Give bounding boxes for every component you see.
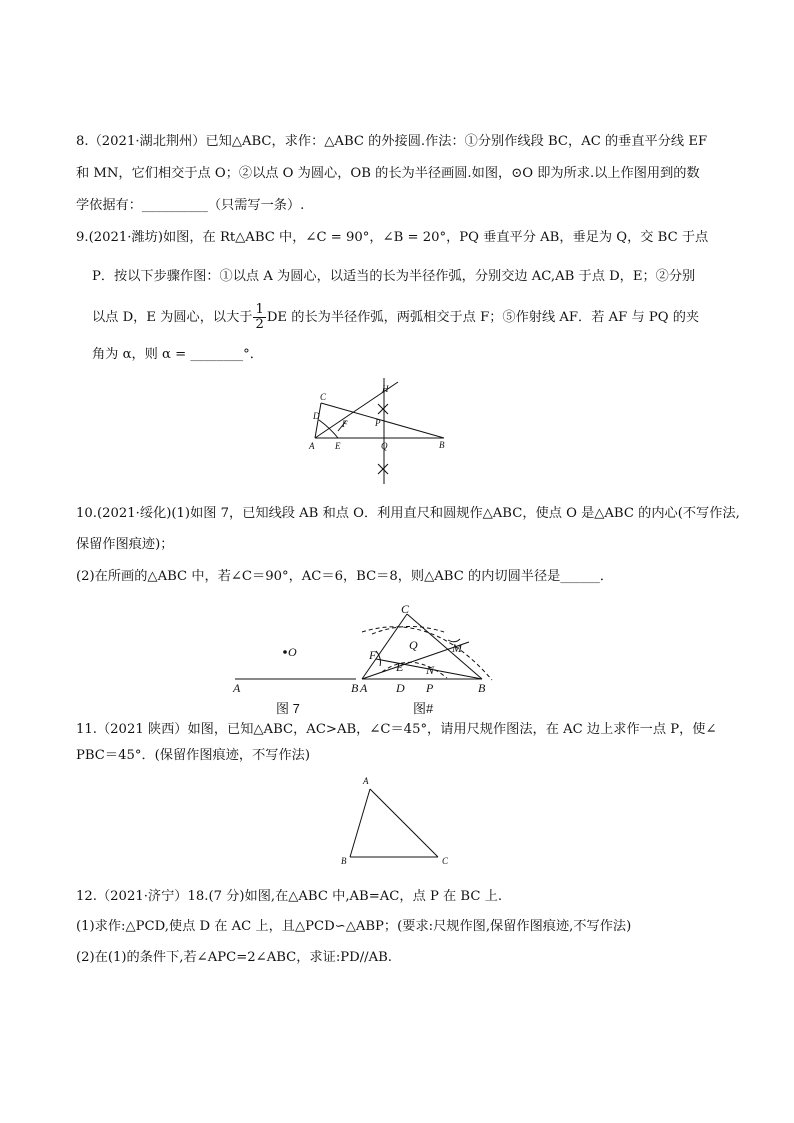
label-p: P [426, 681, 434, 695]
q9-line-3b: DE 的长为半径作弧，两弧相交于点 F；⑤作射线 AF．若 AF 与 PQ 的夹 [266, 310, 700, 325]
figure-hash-caption: 图# [413, 701, 434, 716]
label-b: B [439, 440, 445, 450]
label-a: A [363, 776, 369, 786]
segment-ac [370, 789, 438, 857]
figure-7 [228, 640, 368, 700]
q8-line-1: 8.（2021·湖北荆州）已知△ABC，求作：△ABC 的外接圆.作法：①分别作线段 BC，AC 的垂直平分线 EF [76, 134, 708, 149]
label-a: A [309, 441, 315, 451]
q11-line-1: 11.（2021 陕西）如图，已知△ABC，AC>AB，∠C＝45°，请用尺规作图法，在 AC 边上求作一点 P，使∠ [76, 722, 717, 737]
q10-line-1: 10.(2021·绥化)(1)如图 7，已知线段 AB 和点 O．利用直尺和圆规作△ABC，使点 O 是△ABC 的内心(不写作法, [76, 506, 740, 521]
q9-line-2: P．按以下步骤作图：①以点 A 为圆心，以适当的长为半径作弧，分别交边 AC,AB 于点 D，E；②分别 [92, 269, 696, 284]
label-d: D [313, 411, 320, 421]
point-o [283, 650, 287, 654]
q8-line-2: 和 MN，它们相交于点 O；②以点 O 为圆心，OB 的长为半径画圆.如图，⊙O 即为所求.以上作图用到的数 [76, 166, 700, 181]
figure-hash [352, 600, 502, 700]
label-e: E [335, 441, 341, 451]
label-b: B [341, 856, 347, 866]
label-n: N [426, 663, 435, 677]
label-o: O [288, 645, 297, 659]
label-a: A [233, 681, 241, 695]
segment-cb [407, 614, 482, 679]
label-c: C [401, 602, 410, 616]
label-e: E [396, 660, 404, 674]
q12-line-3: (2)在(1)的条件下,若∠APC=2∠ABC，求证:PD//AB. [76, 950, 392, 965]
q9-figure [308, 376, 458, 486]
q11-line-2: PBC＝45°．(保留作图痕迹，不写作法) [76, 748, 310, 763]
q9-line-3 [92, 300, 699, 336]
label-b: B [351, 681, 359, 695]
fraction-one-half: $\frac{1}{2}$ [255, 302, 264, 332]
label-d: D [396, 681, 405, 695]
label-p: P [375, 418, 381, 428]
label-b: B [478, 681, 486, 695]
label-a: A [360, 681, 368, 695]
segment-ab [350, 789, 370, 857]
q10-line-3: (2)在所画的△ABC 中，若∠C＝90°，AC＝6，BC＝8，则△ABC 的内切圆半径是______． [76, 569, 614, 584]
figure-7-caption: 图 7 [276, 701, 300, 716]
q12-line-1: 12.（2021·济宁）18.(7 分)如图,在△ABC 中,AB=AC，点 P 在 BC 上. [76, 889, 503, 904]
q9-line-3a: 以点 D，E 为圆心，以大于 [92, 310, 253, 325]
q8-line-3: 学依据有：__________（只需写一条）. [76, 198, 305, 213]
label-f: F [342, 419, 348, 429]
q9-line-4: 角为 α，则 α = ________°． [92, 347, 263, 362]
q12-line-2: (1)求作:△PCD,使点 D 在 AC 上，且△PCD∽△ABP；(要求:尺规作图,保留作图痕迹,不写作法) [76, 919, 632, 934]
label-q: Q [381, 441, 388, 451]
label-f: F [369, 648, 377, 662]
label-top: H [382, 384, 389, 394]
q9-line-1: 9.(2021·潍坊)如图，在 Rt△ABC 中，∠C = 90°，∠B = 20°，PQ 垂直平分 AB，垂足为 Q，交 BC 于点 [76, 230, 709, 245]
q11-figure [338, 774, 458, 866]
label-q: Q [409, 638, 418, 652]
q10-line-2: 保留作图痕迹)； [76, 537, 174, 552]
label-c: C [320, 392, 327, 402]
label-m: M [452, 641, 462, 655]
label-c: C [442, 856, 449, 866]
